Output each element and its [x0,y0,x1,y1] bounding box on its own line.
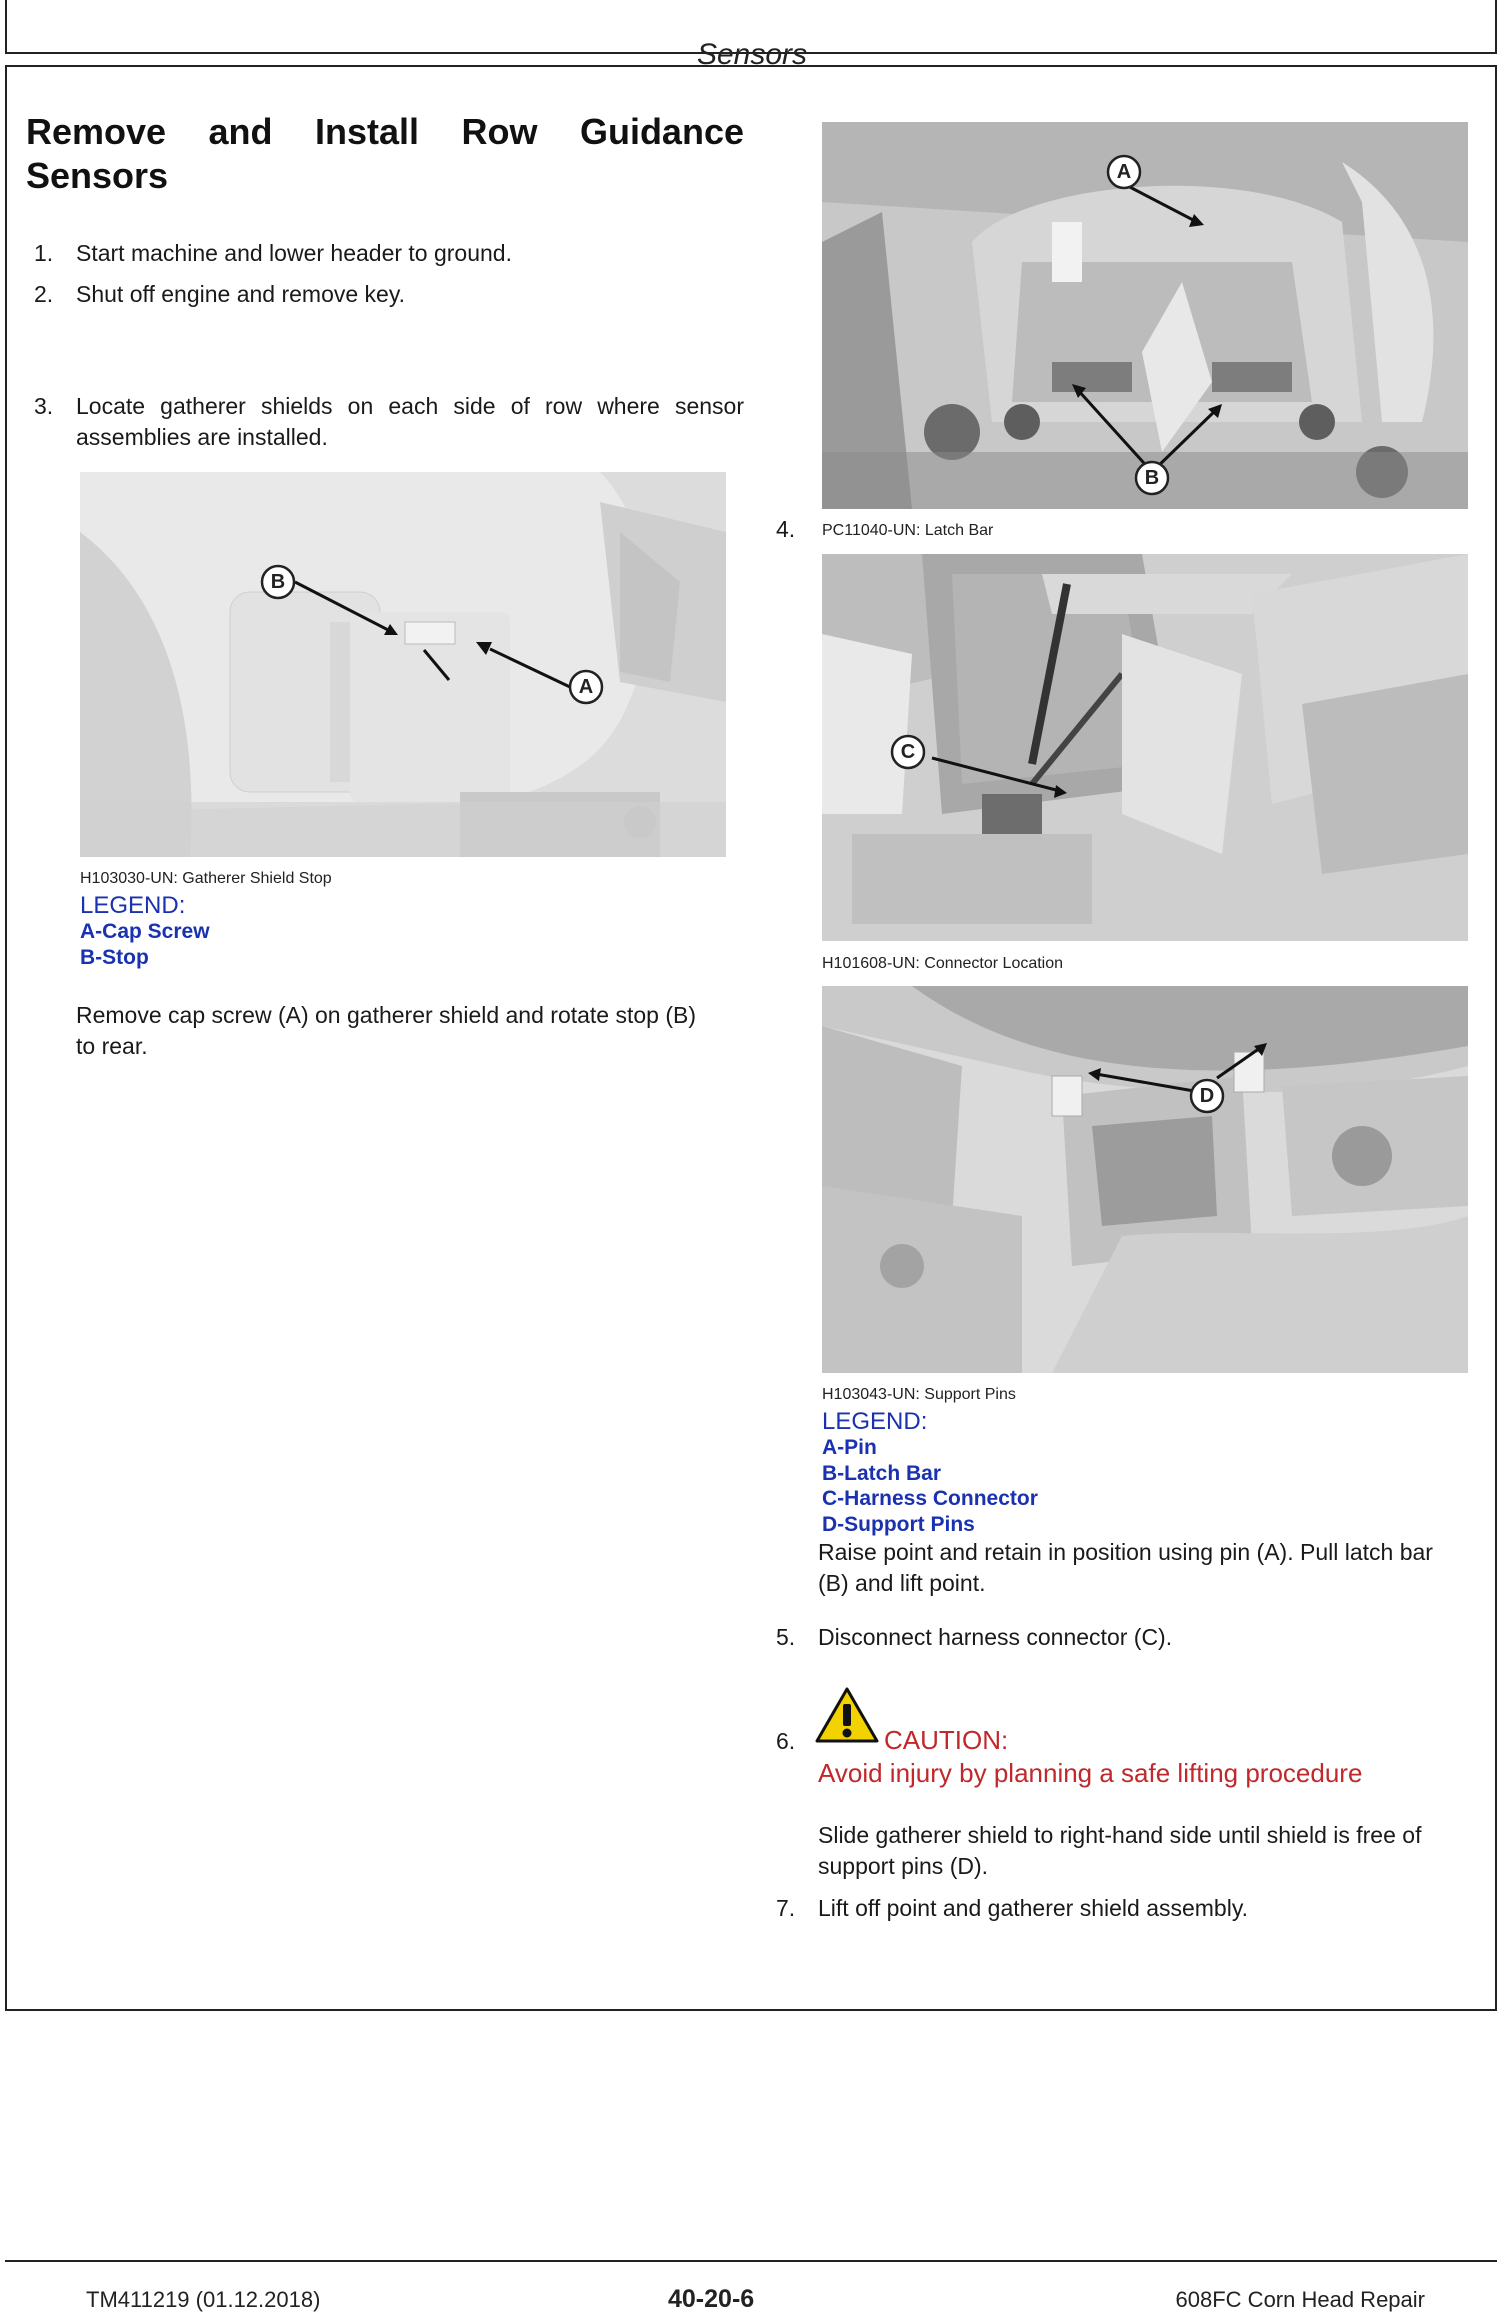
step-5-number: 5. [776,1624,796,1650]
figure-gatherer-caption: H103030-UN: Gatherer Shield Stop [80,870,332,887]
support-pins-photo [822,986,1468,1373]
step-6-line1: Slide gatherer shield to right-hand side until shield is free of [818,1822,1422,1848]
step-6-line2: support pins (D). [818,1853,989,1879]
legend-item-cap-screw: A-Cap Screw [80,920,210,943]
gatherer-instruction-line1: Remove cap screw (A) on gatherer shield and rotate stop (B) [76,1002,697,1028]
caution-title: CAUTION: [884,1725,1009,1755]
footer-page-number: 40-20-6 [668,2285,755,2313]
figure-connector-caption: H101608-UN: Connector Location [822,955,1064,972]
step-6-number: 6. [776,1728,796,1754]
step-4-line2: (B) and lift point. [818,1570,986,1596]
step-3-text [76,391,744,453]
step-4-line1: Raise point and retain in position using pin (A). Pull latch bar [818,1539,1433,1565]
footer-document-id: TM411219 (01.12.2018) [86,2287,321,2312]
step-2-text: Shut off engine and remove key. [76,281,406,307]
step-3-number: 3. [34,393,54,419]
warning-icon [814,1686,880,1744]
figure-pins-legend-title: LEGEND: [822,1408,928,1435]
legend-item-stop: B-Stop [80,946,149,969]
caution-text: Avoid injury by planning a safe lifting procedure [818,1758,1363,1788]
section-heading [26,110,744,198]
step-7-number: 7. [776,1895,796,1921]
step-3-line2: assemblies are installed. [76,424,328,450]
legend-item-latch-bar: B-Latch Bar [822,1462,942,1485]
callout-pins-d: D [1199,1085,1215,1107]
step-7-text: Lift off point and gatherer shield assembly. [818,1895,1249,1921]
legend-item-pin: A-Pin [822,1436,877,1459]
latch-bar-photo [822,122,1468,509]
section-heading-line2: Sensors [26,155,169,196]
step-1-text: Start machine and lower header to ground. [76,240,512,266]
step-4-text [818,1537,1488,1599]
figure-latch-caption: PC11040-UN: Latch Bar [822,522,994,539]
step-6-text [818,1820,1488,1882]
legend-item-harness-connector: C-Harness Connector [822,1487,1038,1510]
figure-gatherer-legend-title: LEGEND: [80,892,186,919]
callout-a: A [578,676,594,698]
connector-location-photo [822,554,1468,941]
gatherer-shield-photo [80,472,726,857]
section-heading-line1: Remove and Install Row Guidance [26,111,744,152]
footer-manual-title: 608FC Corn Head Repair [1175,2287,1425,2312]
page-header-title: Sensors [696,38,808,71]
legend-item-support-pins: D-Support Pins [822,1513,975,1536]
step-4-number: 4. [776,516,796,542]
callout-latch-a: A [1116,161,1132,183]
step-3-line1: Locate gatherer shields on each side of row where sensor [76,393,744,419]
footer-rule [5,2260,1497,2262]
step-5-text: Disconnect harness connector (C). [818,1624,1173,1650]
step-1-number: 1. [34,240,54,266]
callout-b: B [270,571,286,593]
figure-pins-caption: H103043-UN: Support Pins [822,1386,1016,1403]
gatherer-instruction [76,1000,744,1062]
step-2-number: 2. [34,281,54,307]
gatherer-instruction-line2: to rear. [76,1033,148,1059]
callout-latch-b: B [1144,467,1160,489]
callout-connector-c: C [900,741,916,763]
